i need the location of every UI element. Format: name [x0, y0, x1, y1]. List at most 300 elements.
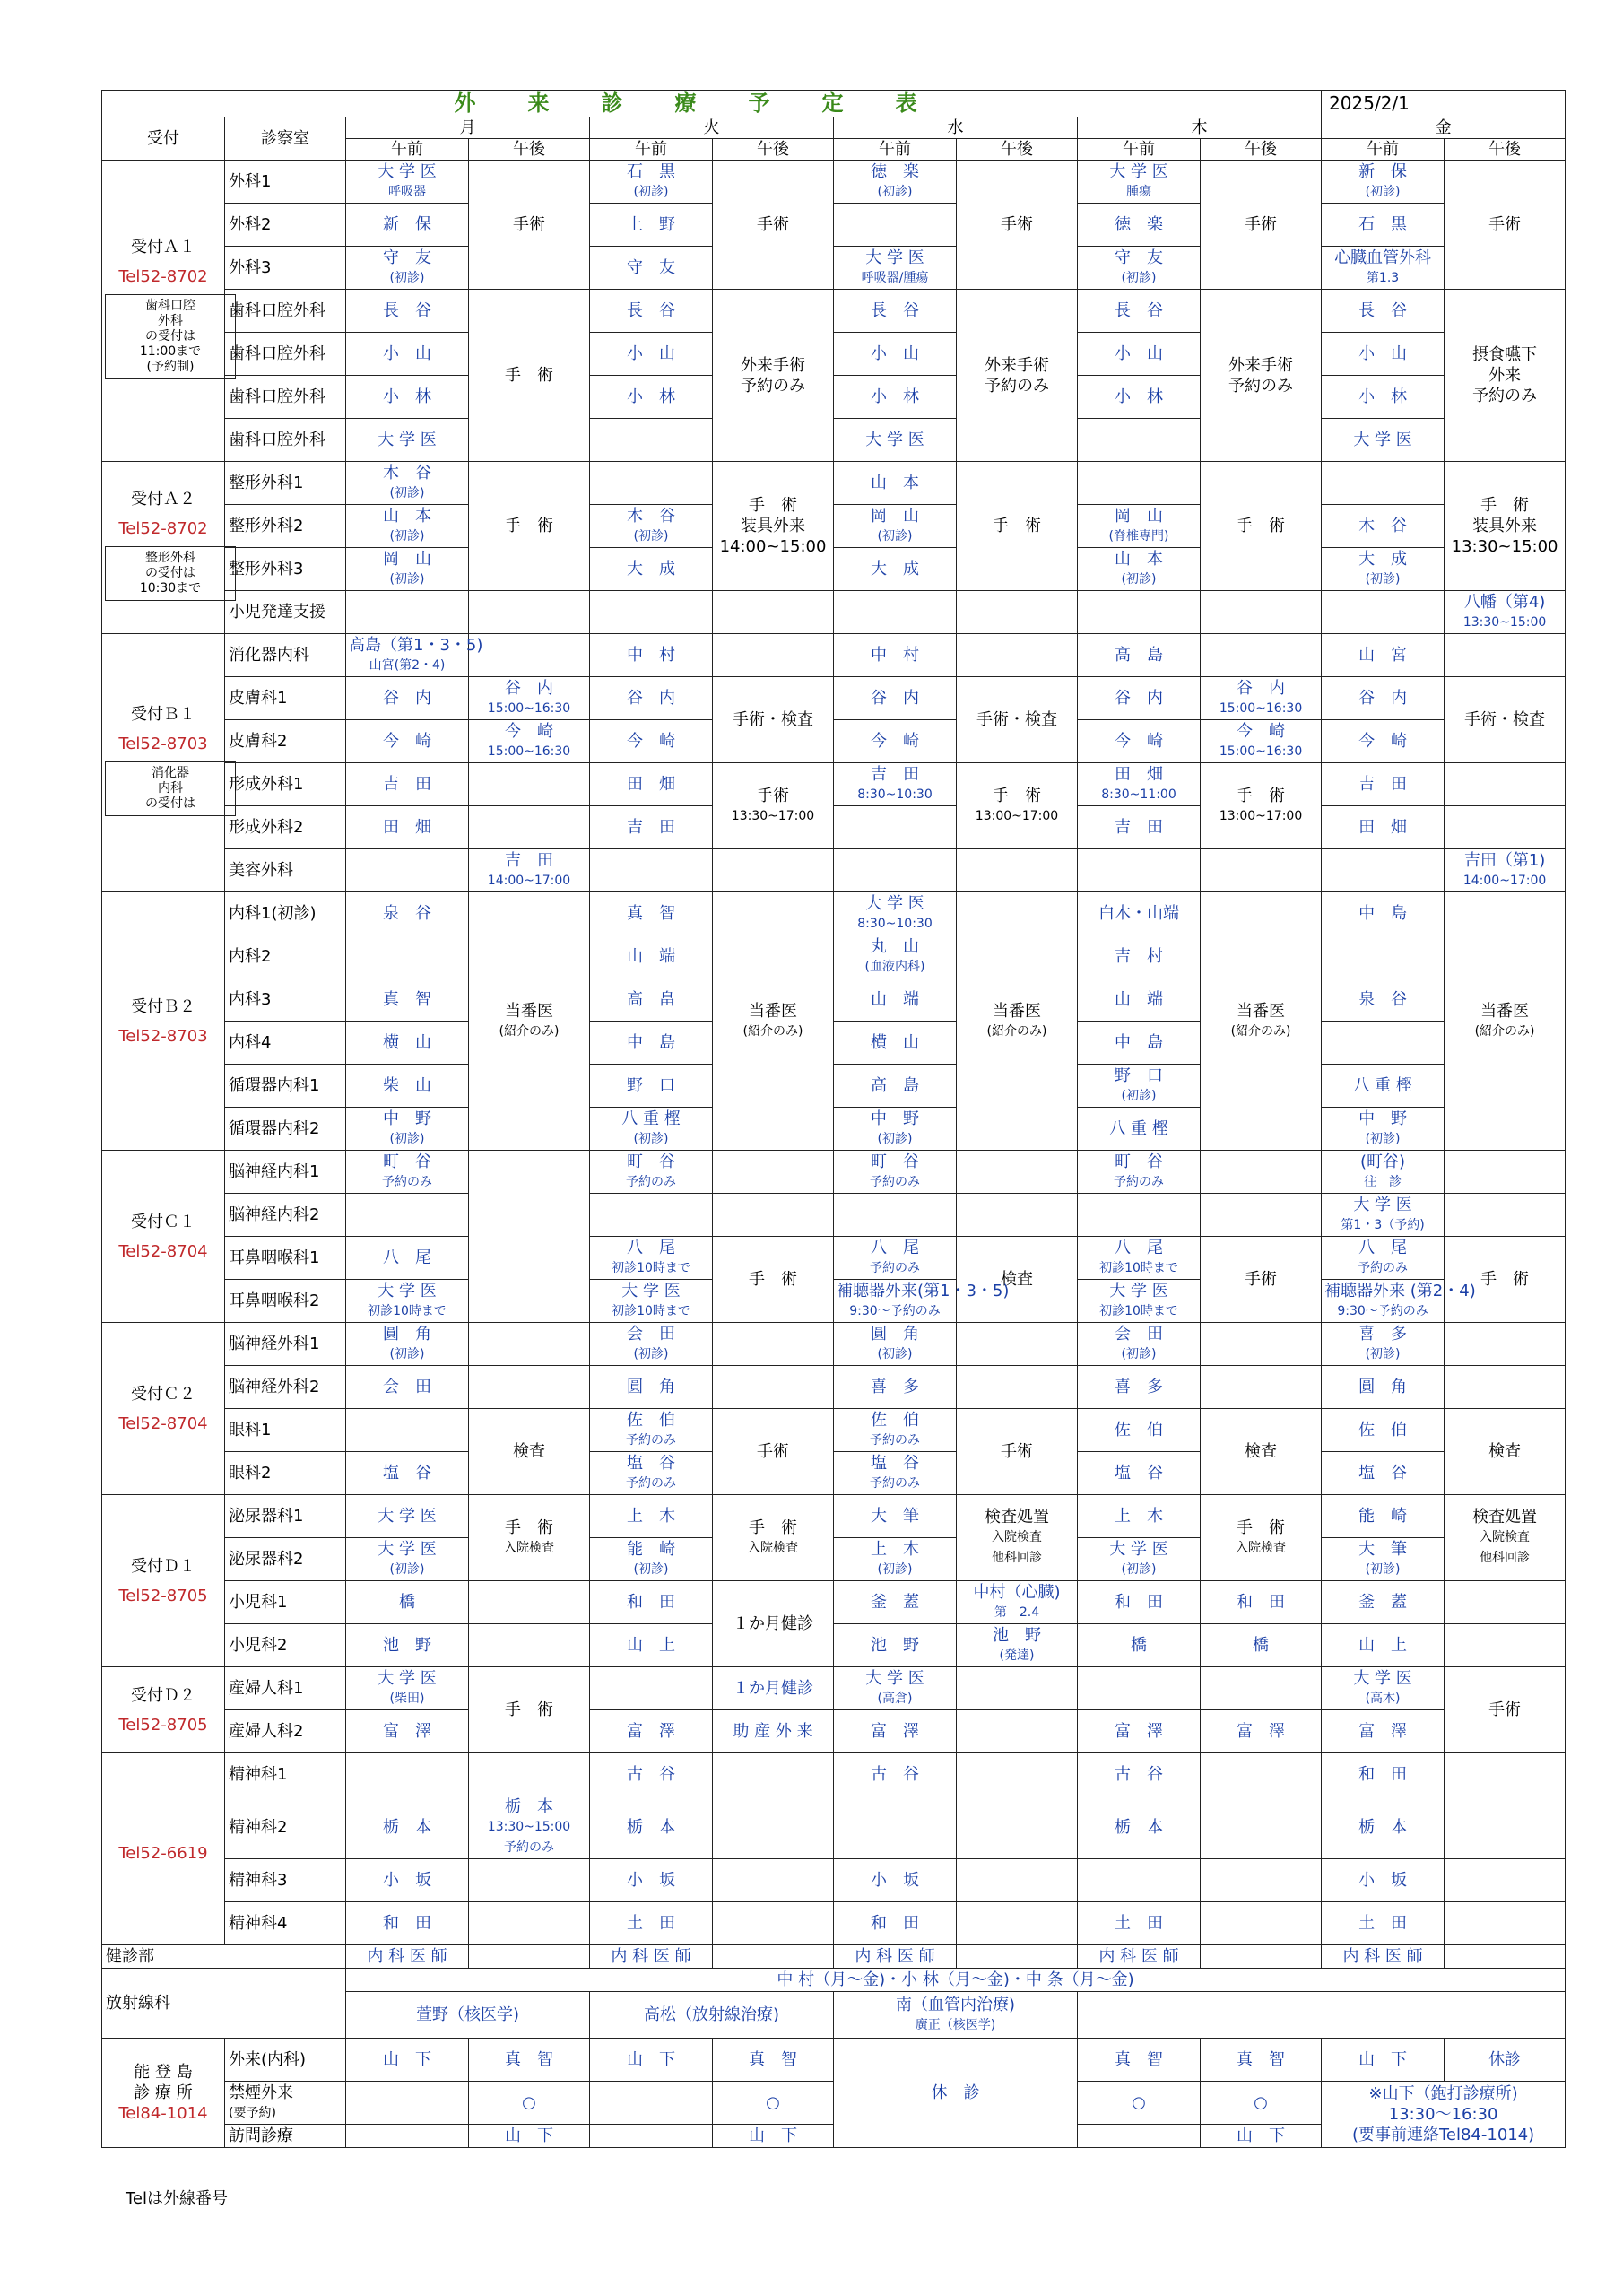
schedule-cell: 山 下 [590, 2039, 713, 2082]
am-cell [834, 1859, 957, 1902]
am-cell [346, 247, 469, 290]
dept-label: 外科3 [225, 247, 346, 290]
am-cell [1322, 634, 1445, 677]
cell-line: 喜 多 [1115, 1378, 1163, 1396]
cell-line: 13:00~17:00 [975, 808, 1059, 823]
dept-label: 内科3 [225, 978, 346, 1022]
merged-cell [1445, 161, 1566, 290]
cell-line: (初診) [389, 270, 425, 285]
pm-cell [957, 1902, 1078, 1945]
cell-line: 今 崎 [627, 732, 675, 751]
cell-line: (初診) [389, 1561, 425, 1577]
radiology-mon: 萱野（核医学) [346, 1992, 590, 2039]
cell-line: 手 術 [993, 517, 1041, 535]
col-header-am: 午前 [834, 139, 957, 161]
pm-cell [469, 1151, 590, 1323]
cell-line: 手術 [1001, 215, 1033, 234]
dept-label: 小児科1 [225, 1581, 346, 1624]
am-cell [590, 935, 713, 978]
am-cell [834, 290, 957, 333]
cell-line: 新 保 [1358, 161, 1408, 181]
cell-line: 小 林 [1115, 387, 1163, 406]
col-header-day: 水 [834, 117, 1078, 139]
radiology-wed [834, 1992, 1078, 2039]
cell-line: 岡 山 [871, 506, 919, 526]
merged-cell [1445, 1495, 1566, 1581]
cell-line: 手 術 [505, 366, 553, 385]
am-cell [834, 505, 957, 548]
cell-line: 圓 角 [1358, 1378, 1408, 1396]
pm-cell [1201, 1902, 1322, 1945]
pm-cell [1445, 1366, 1566, 1409]
am-cell [1078, 1409, 1201, 1452]
cell-line: 当番医 [505, 1001, 553, 1021]
cell-line: 土 田 [627, 1914, 675, 1933]
cell-line: 8:30~11:00 [1101, 787, 1176, 802]
cell-line: 小 林 [1358, 387, 1408, 406]
am-cell [1078, 1624, 1201, 1667]
am-cell [1322, 1667, 1445, 1710]
cell-line: 塩 谷 [627, 1453, 675, 1473]
am-cell [590, 1108, 713, 1151]
cell-line: 大 学 医 [378, 1281, 437, 1300]
cell-line: (初診) [1365, 1561, 1401, 1577]
cell-line: 守 友 [627, 258, 675, 277]
cell-line: 富 澤 [1237, 1722, 1286, 1741]
am-cell [590, 1581, 713, 1624]
schedule-cell [346, 2125, 469, 2148]
am-cell [1322, 161, 1445, 204]
pm-cell [1445, 1151, 1566, 1194]
am-cell [1078, 849, 1201, 892]
am-cell [834, 935, 957, 978]
cell-line: 木 谷 [383, 463, 431, 483]
am-cell [834, 204, 957, 247]
am-cell [834, 1945, 957, 1969]
am-cell [346, 763, 469, 806]
pm-cell [713, 591, 834, 634]
col-header-pm: 午後 [957, 139, 1078, 161]
cell-line: 助 産 外 来 [733, 1722, 813, 1741]
am-cell [1078, 505, 1201, 548]
am-cell [346, 1581, 469, 1624]
reception-tel: Tel52-8705 [118, 1715, 208, 1735]
cell-line: 会 田 [1115, 1324, 1163, 1344]
schedule-cell: ○ [1078, 2082, 1201, 2125]
cell-line: 大 学 医 [1109, 1539, 1168, 1559]
schedule-cell: ○ [713, 2082, 834, 2125]
dept-label [225, 2082, 346, 2125]
am-cell [590, 591, 713, 634]
am-cell [1078, 462, 1201, 505]
reception-name: 受付Ｂ１ [131, 705, 195, 724]
reception-a2 [102, 462, 225, 634]
am-cell [346, 1538, 469, 1581]
cell-line: 今 崎 [1115, 732, 1163, 751]
reception-name: 受付Ｃ１ [131, 1212, 195, 1231]
am-cell [346, 1624, 469, 1667]
am-cell [346, 1495, 469, 1538]
note-line: 内科 [158, 781, 183, 796]
reception-name: 受付Ｃ２ [131, 1384, 195, 1404]
cell-line: 大 学 医 [378, 1668, 437, 1688]
dept-label: 循環器内科1 [225, 1065, 346, 1108]
cell-line: 上 野 [627, 215, 675, 234]
cell-line: 徳 楽 [871, 161, 919, 181]
am-cell [590, 763, 713, 806]
pm-cell [713, 1753, 834, 1796]
pm-cell [713, 1796, 834, 1859]
am-cell [834, 849, 957, 892]
am-cell [590, 505, 713, 548]
cell-line: (初診) [877, 184, 913, 199]
cell-line: 和 田 [871, 1914, 919, 1933]
cell-line: 手 術 [1237, 517, 1286, 535]
cell-line: 15:00~16:30 [487, 700, 571, 716]
cell-line: 小 坂 [871, 1871, 919, 1890]
cell-line: 予約のみ [626, 1174, 676, 1189]
cell-line: 予約のみ [382, 1174, 432, 1189]
dept-label: 歯科口腔外科 [225, 290, 346, 333]
am-cell [346, 1022, 469, 1065]
dept-label: 脳神経外科2 [225, 1366, 346, 1409]
cell-line: 補聴器外来 (第2・4) [1324, 1281, 1476, 1300]
cell-line: (脊椎専門) [1108, 528, 1169, 544]
cell-line: 大 学 医 [865, 248, 924, 267]
am-cell [346, 1452, 469, 1495]
am-cell [1322, 462, 1445, 505]
merged-cell [713, 462, 834, 591]
cell-line: 八幡（第4) [1463, 592, 1546, 612]
page-date: 2025/2/1 [1322, 91, 1566, 117]
reception-c1 [102, 1151, 225, 1323]
cell-line: 当番医 [1237, 1001, 1286, 1021]
cell-line: 能 崎 [1358, 1507, 1408, 1526]
schedule-cell: 山 下 [469, 2125, 590, 2148]
merged-cell [1201, 892, 1322, 1151]
am-cell [590, 1667, 713, 1710]
am-cell [346, 333, 469, 376]
schedule-cell: 真 智 [469, 2039, 590, 2082]
cell-line: 内 科 医 師 [1098, 1947, 1179, 1966]
note-line: 消化器 [152, 766, 189, 780]
cell-line: 塩 谷 [383, 1464, 431, 1483]
cell-line: 佐 伯 [871, 1410, 919, 1430]
cell-line: 中 村 [627, 646, 675, 665]
cell-line: 山 宮 [1358, 646, 1408, 665]
am-cell [1322, 1710, 1445, 1753]
cell-line: 手 術 [749, 496, 797, 515]
am-cell [590, 1753, 713, 1796]
cell-line: 古 谷 [871, 1765, 919, 1784]
cell-line: 釜 蓋 [1358, 1593, 1408, 1612]
dept-label: 形成外科1 [225, 763, 346, 806]
am-cell [1322, 290, 1445, 333]
cell-line: 手 術 [1480, 496, 1530, 515]
cell-line: (紹介のみ) [499, 1023, 560, 1039]
am-cell [346, 290, 469, 333]
cell-line: 今 崎 [505, 721, 553, 741]
pm-cell [713, 1710, 834, 1753]
pm-cell [469, 720, 590, 763]
cell-line: 長 谷 [1358, 301, 1408, 320]
cell-line: (初診) [389, 528, 425, 544]
note-line: 10:30まで [139, 581, 202, 596]
am-cell [1078, 247, 1201, 290]
cell-line: 丸 山 [871, 936, 919, 956]
cell-line: 手術 [757, 1442, 789, 1461]
col-header-am: 午前 [1078, 139, 1201, 161]
cell-line: (要事前連絡Tel84-1014) [1351, 2126, 1535, 2144]
cell-line: 和 田 [1358, 1765, 1408, 1784]
am-cell [590, 720, 713, 763]
cell-line: 往 診 [1364, 1174, 1402, 1189]
cell-line: 真 智 [627, 904, 675, 923]
am-cell [834, 333, 957, 376]
merged-cell [713, 290, 834, 462]
reception-name: 診 療 所 [134, 2083, 193, 2102]
reception-a1 [102, 161, 225, 462]
cell-line: 橋 [1253, 1636, 1270, 1655]
cell-line: 内 科 医 師 [855, 1947, 935, 1966]
cell-line: (紹介のみ) [1230, 1023, 1291, 1039]
cell-line: 装具外来 [741, 517, 805, 535]
dept-label: 精神科2 [225, 1796, 346, 1859]
am-cell [590, 806, 713, 849]
note-line: の受付は [145, 796, 195, 811]
cell-line: 中 村 [871, 646, 919, 665]
cell-line: 手術・検査 [733, 710, 813, 729]
am-cell [590, 892, 713, 935]
dept-label: 泌尿器科1 [225, 1495, 346, 1538]
am-cell [1322, 505, 1445, 548]
am-cell [834, 1151, 957, 1194]
am-cell [1078, 763, 1201, 806]
cell-line: 大 学 医 [865, 430, 924, 449]
am-cell [1078, 1495, 1201, 1538]
cell-line: 八 重 樫 [621, 1109, 681, 1128]
pm-cell [1445, 1323, 1566, 1366]
cell-line: 検査 [513, 1442, 545, 1461]
am-cell [346, 1902, 469, 1945]
dept-label: 小児科2 [225, 1624, 346, 1667]
am-cell [346, 161, 469, 204]
dept-label: 循環器内科2 [225, 1108, 346, 1151]
pm-cell [957, 1624, 1078, 1667]
cell-line: 山 本 [383, 506, 431, 526]
cell-line: 予約のみ [626, 1432, 676, 1448]
am-cell [1078, 1237, 1201, 1280]
pm-cell [957, 1710, 1078, 1753]
am-cell [1322, 1022, 1445, 1065]
am-cell [346, 1859, 469, 1902]
cell-line: 南（血管内治療) [895, 1995, 1016, 2014]
cell-line: 会 田 [383, 1378, 431, 1396]
cell-line: 高島（第1・3・5) [349, 635, 483, 655]
am-cell [346, 548, 469, 591]
cell-line: 検査処置 [985, 1508, 1049, 1526]
pm-cell [469, 849, 590, 892]
am-cell [1322, 1945, 1445, 1969]
cell-line: 手 術 [505, 1518, 553, 1537]
col-header-pm: 午後 [1201, 139, 1322, 161]
am-cell [590, 376, 713, 419]
cell-line: 吉 田 [383, 775, 431, 794]
cell-line: 谷 内 [383, 689, 431, 708]
am-cell [1322, 204, 1445, 247]
am-cell [1078, 1366, 1201, 1409]
cell-line: 山 本 [1115, 549, 1163, 569]
cell-line: 13:30~17:00 [731, 808, 815, 823]
cell-line: 検査 [1245, 1442, 1278, 1461]
note-line: (予約制) [146, 360, 195, 374]
am-cell [590, 1710, 713, 1753]
pm-cell [1445, 1753, 1566, 1796]
cell-line: 吉 田 [1358, 775, 1408, 794]
am-cell [834, 978, 957, 1022]
pm-cell [957, 1753, 1078, 1796]
am-cell [1078, 1753, 1201, 1796]
am-cell [1078, 935, 1201, 978]
am-cell [834, 1280, 1010, 1323]
reception-tel: Tel52-8705 [118, 1586, 208, 1605]
cell-line: 呼吸器 [388, 184, 426, 199]
pm-cell [1445, 1945, 1566, 1969]
merged-cell [713, 1409, 834, 1495]
cell-line: 予約のみ [741, 376, 805, 396]
am-cell [346, 1667, 469, 1710]
cell-line: 横 山 [871, 1033, 919, 1052]
cell-line: 第 2.4 [994, 1605, 1040, 1620]
am-cell [834, 591, 957, 634]
am-cell [1078, 1108, 1201, 1151]
cell-line: 田 畑 [627, 775, 675, 794]
dept-label: 皮膚科1 [225, 677, 346, 720]
cell-line: 検査 [1001, 1270, 1033, 1289]
am-cell [590, 1538, 713, 1581]
am-cell [834, 419, 957, 462]
cell-line: 手 術 [505, 517, 553, 535]
page-title: 外来診療予定表 [102, 91, 1322, 117]
cell-line: 栃 本 [383, 1818, 431, 1837]
cell-line: 田 畑 [383, 818, 431, 837]
cell-line: 木 谷 [627, 506, 675, 526]
cell-line: 八 重 樫 [1109, 1119, 1168, 1138]
am-cell [346, 634, 483, 677]
cell-line: 今 崎 [1358, 732, 1408, 751]
cell-line: 釜 蓋 [871, 1593, 919, 1612]
am-cell [1078, 204, 1201, 247]
am-cell [1078, 290, 1201, 333]
am-cell [1322, 806, 1445, 849]
dept-label: 内科1(初診) [225, 892, 346, 935]
schedule-cell: 真 智 [713, 2039, 834, 2082]
cell-line: (初診) [1121, 1561, 1157, 1577]
am-cell [590, 1237, 713, 1280]
cell-line: 手術・検査 [1464, 710, 1546, 729]
pm-cell [713, 634, 834, 677]
cell-line: 八 尾 [383, 1248, 431, 1267]
note-line: の受付は [145, 329, 195, 344]
am-cell [1078, 1945, 1201, 1969]
cell-line: 富 澤 [383, 1722, 431, 1741]
am-cell [590, 1495, 713, 1538]
cell-line: 高 島 [871, 1076, 919, 1095]
pm-cell [957, 1151, 1078, 1194]
cell-line: 大 筆 [1358, 1539, 1408, 1559]
reception-note [105, 546, 236, 601]
cell-line: 岡 山 [1115, 506, 1163, 526]
cell-line: 八 尾 [1358, 1238, 1408, 1257]
cell-line: (初診) [633, 184, 669, 199]
am-cell [1322, 1323, 1445, 1366]
am-cell [1078, 1022, 1201, 1065]
cell-line: 町 谷 [871, 1152, 919, 1171]
cell-line: (高木) [1365, 1691, 1401, 1706]
pm-cell [1201, 720, 1322, 763]
cell-line: (初診) [877, 1561, 913, 1577]
merged-cell [957, 892, 1078, 1151]
pm-cell [1201, 1796, 1322, 1859]
am-cell [1078, 1796, 1201, 1859]
cell-line: 検査 [1488, 1442, 1522, 1461]
reception-tel: Tel52-6619 [118, 1844, 208, 1863]
cell-line: 富 澤 [1115, 1722, 1163, 1741]
pm-cell [713, 1323, 834, 1366]
cell-line: 予約のみ [1228, 376, 1294, 396]
cell-line: 手 術 [1237, 1518, 1286, 1537]
dept-label: 外来(内科) [225, 2039, 346, 2082]
cell-line: 手術 [1245, 1270, 1278, 1289]
cell-line: １か月健診 [733, 1679, 813, 1698]
pm-cell [1201, 1710, 1322, 1753]
cell-line: 佐 伯 [1115, 1421, 1163, 1439]
cell-line: 池 野 [993, 1625, 1041, 1645]
am-cell [590, 1796, 713, 1859]
cell-line: 予約のみ [870, 1432, 920, 1448]
am-cell [834, 1452, 957, 1495]
cell-line: 大 成 [871, 560, 919, 578]
am-cell [1078, 1902, 1201, 1945]
cell-line: 8:30~10:30 [857, 916, 933, 931]
cell-line: 町 谷 [1115, 1152, 1163, 1171]
am-cell [834, 1237, 957, 1280]
cell-line: 14:00~17:00 [487, 873, 571, 888]
am-cell [590, 1065, 713, 1108]
am-cell [590, 1280, 713, 1323]
col-header-day: 月 [346, 117, 590, 139]
cell-line: 大 学 医 [1353, 1668, 1412, 1688]
dept-label: 眼科2 [225, 1452, 346, 1495]
dept-label: 産婦人科2 [225, 1710, 346, 1753]
pm-cell [1201, 677, 1322, 720]
am-cell [834, 763, 957, 806]
pm-cell [957, 634, 1078, 677]
cell-line: 能 崎 [627, 1539, 675, 1559]
cell-line: 外来手術 [1228, 355, 1294, 375]
reception-b1 [102, 634, 225, 892]
am-cell [1322, 333, 1445, 376]
cell-line: 小 山 [383, 344, 431, 363]
cell-line: (初診) [389, 485, 425, 500]
pm-cell [1445, 1902, 1566, 1945]
am-cell [590, 634, 713, 677]
cell-line: 町 谷 [627, 1152, 675, 1171]
reception-tel: Tel52-8702 [118, 267, 208, 286]
cell-line: 小 林 [871, 387, 919, 406]
cell-line: 古 谷 [627, 1765, 675, 1784]
am-cell [346, 1151, 469, 1194]
